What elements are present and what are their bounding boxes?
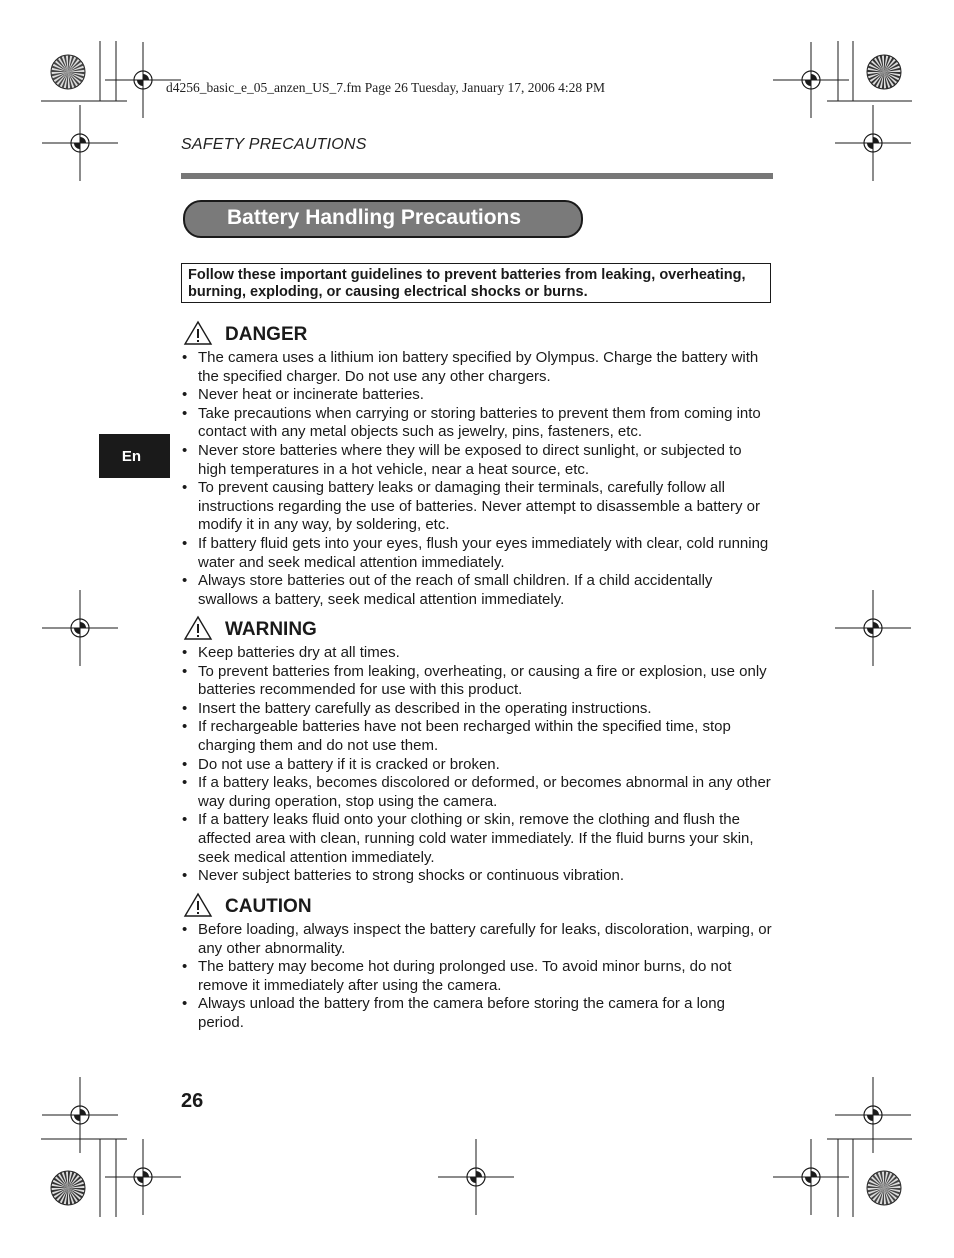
list-item: • Before loading, always inspect the battery carefully for leaks, discoloration, warping, or any other abnormality. (181, 921, 773, 958)
registration-target-icon (42, 105, 118, 181)
color-wheel-icon (51, 1171, 85, 1205)
list-item: • If a battery leaks fluid onto your clothing or skin, remove the clothing and flush the affected area with clean, running cold water immediately. If the fluid burns your skin, seek medical attention immediately. (181, 811, 773, 867)
list-item: • The battery may become hot during prolonged use. To avoid minor burns, do not remove it immediately after using the camera. (181, 958, 773, 995)
list-item: • If rechargeable batteries have not been recharged within the specified time, stop charging them and do not use them. (181, 718, 773, 755)
content (181, 0, 773, 1258)
list-item: • The camera uses a lithium ion battery specified by Olympus. Charge the battery with the specified charger. Do not use any other chargers. (181, 349, 773, 386)
list-item: • To prevent causing battery leaks or damaging their terminals, carefully follow all instructions regarding the use of batteries. Never attempt to disassemble a battery or modify it in any way, by soldering, etc. (181, 479, 773, 535)
color-wheel-icon (867, 1171, 901, 1205)
danger-list (181, 349, 773, 609)
list-item: • To prevent batteries from leaking, overheating, or causing a fire or explosion, use only batteries recommended for use with this product. (181, 663, 773, 700)
color-wheel-icon (51, 55, 85, 89)
list-item: • Insert the battery carefully as described in the operating instructions. (181, 700, 773, 719)
registration-target-icon (835, 105, 911, 181)
list-item: • Always unload the battery from the camera before storing the camera for a long period. (181, 995, 773, 1032)
registration-target-icon (42, 590, 118, 666)
list-item: • Keep batteries dry at all times. (181, 644, 773, 663)
warning-triangle-icon (183, 615, 213, 641)
list-item: • Take precautions when carrying or storing batteries to prevent them from coming into contact with any metal objects such as jewelry, pins, fasteners, etc. (181, 405, 773, 442)
warning-triangle-icon (183, 892, 213, 918)
danger-label: DANGER (225, 324, 308, 345)
registration-target-icon (835, 1077, 911, 1153)
intro-box: Follow these important guidelines to prevent batteries from leaking, overheating, burning, exploding, or causing electrical shocks or burns. (181, 263, 771, 303)
page-number: 26 (181, 1090, 204, 1112)
color-wheel-icon (867, 55, 901, 89)
list-item: • If battery fluid gets into your eyes, flush your eyes immediately with clear, cold running water and seek medical attention immediately. (181, 535, 773, 572)
section-label: SAFETY PRECAUTIONS (181, 136, 367, 153)
list-item: • Always store batteries out of the reach of small children. If a child accidentally swallows a battery, seek medical attention immediately. (181, 572, 773, 609)
language-tab: En (99, 434, 170, 478)
list-item: • Do not use a battery if it is cracked or broken. (181, 756, 773, 775)
warning-label: WARNING (225, 619, 317, 640)
caution-label: CAUTION (225, 896, 312, 917)
list-item: • Never heat or incinerate batteries. (181, 386, 773, 405)
registration-target-icon (835, 590, 911, 666)
page-title: Battery Handling Precautions (227, 206, 522, 229)
warning-triangle-icon (183, 320, 213, 346)
warning-list (181, 644, 773, 886)
list-item: • If a battery leaks, becomes discolored or deformed, or becomes abnormal in any other way during operation, stop using the camera. (181, 774, 773, 811)
list-item: • Never subject batteries to strong shocks or continuous vibration. (181, 867, 773, 886)
caution-list (181, 921, 773, 1033)
print-header: d4256_basic_e_05_anzen_US_7.fm Page 26 Tuesday, January 17, 2006 4:28 PM (166, 80, 605, 95)
list-item: • Never store batteries where they will be exposed to direct sunlight, or subjected to high temperatures in a hot vehicle, near a heat source, etc. (181, 442, 773, 479)
registration-target-icon (42, 1077, 118, 1153)
